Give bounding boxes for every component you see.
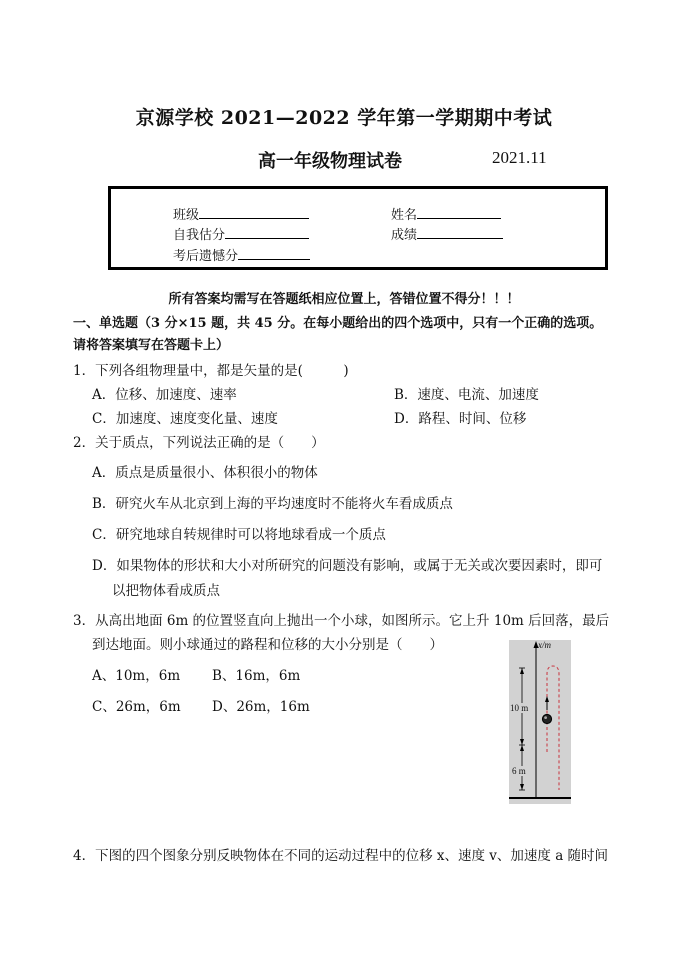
question-3-option-c: C、26m，6m bbox=[92, 699, 181, 715]
exam-date: 2021.11 bbox=[492, 148, 547, 167]
question-3-stem-cont: 到达地面。则小球通过的路程和位移的大小分别是（ ） bbox=[92, 637, 443, 653]
question-1-option-c: C．加速度、速度变化量、速度 bbox=[92, 411, 278, 427]
question-2-option-c: C．研究地球自转规律时可以将地球看成一个质点 bbox=[92, 527, 386, 543]
score-field bbox=[391, 224, 503, 243]
label-10m: 10 m bbox=[510, 703, 529, 713]
self-estimate-blank[interactable] bbox=[225, 225, 309, 239]
question-2-option-b: B．研究火车从北京到上海的平均速度时不能将火车看成质点 bbox=[92, 496, 453, 512]
question-3-option-a: A、10m，6m bbox=[92, 668, 181, 684]
self-estimate-field bbox=[173, 224, 309, 243]
answer-notice: 所有答案均需写在答题纸相应位置上，答错位置不得分！！！ bbox=[168, 292, 520, 307]
score-label: 成绩 bbox=[391, 228, 418, 243]
question-4-stem: 4．下图的四个图象分别反映物体在不同的运动过程中的位移 x、速度 v、加速度 a 随时间 bbox=[73, 848, 609, 864]
regret-blank[interactable] bbox=[238, 246, 310, 260]
class-label: 班级 bbox=[173, 208, 200, 223]
question-1-option-d: D．路程、时间、位移 bbox=[394, 411, 527, 427]
question-2-option-d: D．如果物体的形状和大小对所研究的问题没有影响，或属于无关或次要因素时，即可 bbox=[92, 558, 603, 574]
regret-field bbox=[173, 245, 310, 264]
question-1-option-b: B．速度、电流、加速度 bbox=[394, 387, 539, 403]
label-6m: 6 m bbox=[512, 766, 526, 776]
question-2-stem: 2．关于质点，下列说法正确的是（ ） bbox=[73, 435, 325, 451]
exam-title: 京源学校 2021—2022 学年第一学期期中考试 bbox=[135, 107, 553, 129]
name-field bbox=[391, 204, 501, 223]
question-3-figure bbox=[509, 640, 571, 804]
regret-label: 考后遗憾分 bbox=[173, 249, 239, 264]
score-blank[interactable] bbox=[417, 225, 503, 239]
question-2-option-a: A．质点是质量很小、体积很小的物体 bbox=[92, 465, 318, 481]
self-estimate-label: 自我估分 bbox=[173, 228, 226, 243]
name-label: 姓名 bbox=[391, 208, 418, 223]
exam-subtitle: 高一年级物理试卷 bbox=[258, 151, 402, 172]
section-heading-cont: 请将答案填写在答题卡上） bbox=[73, 338, 230, 353]
class-blank[interactable] bbox=[199, 205, 309, 219]
question-2-option-d-cont: 以把物体看成质点 bbox=[112, 583, 220, 599]
section-heading: 一、单选题（3 分×15 题，共 45 分。在每小题给出的四个选项中，只有一个正确的选项。 bbox=[73, 316, 603, 331]
name-blank[interactable] bbox=[417, 205, 501, 219]
question-1-stem: 1．下列各组物理量中，都是矢量的是( ) bbox=[73, 363, 349, 379]
student-info-box bbox=[108, 186, 608, 270]
class-field bbox=[173, 204, 309, 223]
question-1-option-a: A．位移、加速度、速率 bbox=[92, 387, 237, 403]
question-3-stem: 3．从高出地面 6m 的位置竖直向上抛出一个小球，如图所示。它上升 10m 后回落，最后 bbox=[73, 613, 610, 629]
ball bbox=[542, 714, 551, 723]
axis-label-xm: x/m bbox=[538, 640, 551, 650]
question-3-option-b: B、16m，6m bbox=[212, 668, 301, 684]
trajectory-path bbox=[547, 666, 559, 790]
throw-diagram bbox=[509, 640, 571, 804]
question-3-option-d: D、26m，16m bbox=[212, 699, 310, 715]
